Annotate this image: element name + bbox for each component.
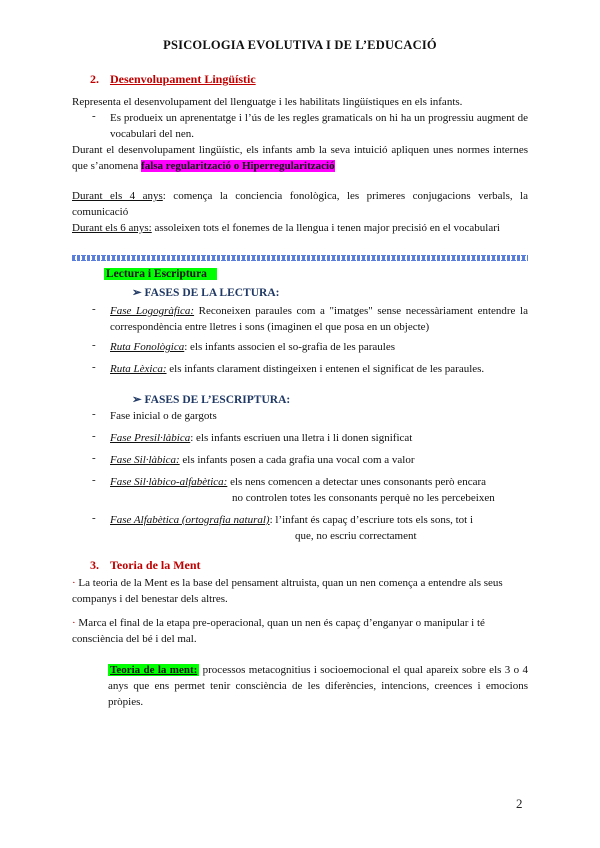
section-2-intro: Representa el desenvolupament del llenguatge i les habilitats lingüístiques en els infants.	[72, 96, 463, 108]
lectura-heading: Lectura i Escriptura	[104, 268, 217, 280]
dash-bullet: -	[92, 512, 96, 524]
writing-phase-item: Fase inicial o de gargots	[110, 410, 217, 422]
age-6-paragraph	[72, 220, 528, 236]
page-number: 2	[516, 796, 523, 811]
section-2-heading	[90, 72, 256, 87]
red-dot-icon: ·	[72, 577, 76, 589]
writing-phase-item: Fase Presil·làbica: els infants escriuen una lletra i li donen significat	[110, 432, 413, 444]
reading-phase-item: Fase Logogràfica: Reconeixen paraules com a "imatges" sense necessàriament entendre la correspondència entre lletres i sons (imaginen el que posa en un objecte)	[110, 305, 528, 333]
paragraph-prefix: Durant el desenvolupament lingüístic, els infants amb la seva intuició apliquen unes normes internes que s’anomena	[72, 144, 528, 172]
reading-phase-item: Ruta Lèxica: els infants clarament distingeixen i entenen el significat de les paraules.	[110, 363, 485, 375]
writing-phase-item: Fase Sil·làbico-alfabètica: els nens comencen a detectar unes consonants però encara	[110, 476, 487, 488]
reading-phases-title: ➢ FASES DE LA LECTURA:	[132, 287, 280, 299]
age-4-label: Durant els 4 anys	[72, 190, 163, 202]
dash-bullet: -	[92, 452, 96, 464]
arrow-icon: ➢	[132, 287, 142, 299]
definition-text: processos metacognitius i socioemocional el qual apareix sobre els 3 o 4 anys que ens permet tenir consciència de les diferències, intencions, creences i emocions pròpies.	[108, 664, 528, 708]
dash-bullet: -	[92, 110, 96, 122]
definition-label: Teoria de la ment:	[110, 664, 198, 676]
theory-point-1: · La teoria de la Ment es la base del pensament altruista, quan un nen comença a entendre als seus companys i del benestar dels altres.	[72, 577, 503, 605]
age-6-text: assoleixen tots el fonemes de la llengua i tenen major precisió en el vocabulari	[151, 222, 500, 234]
dash-bullet: -	[92, 474, 96, 486]
dash-bullet: -	[92, 339, 96, 351]
section-3-heading	[90, 558, 201, 573]
writing-phase-item: Fase Sil·làbica: els infants posen a cada grafia una vocal com a valor	[110, 454, 415, 466]
section-3-number: 3.	[90, 558, 99, 572]
dash-bullet: -	[92, 408, 96, 420]
highlighted-term: falsa regularització o Hiperregularització	[141, 160, 335, 172]
page-title: PSICOLOGIA EVOLUTIVA I DE L’EDUCACIÓ	[163, 38, 437, 52]
writing-phase-continuation: no controlen totes les consonants perquè no les percebeixen	[232, 492, 495, 504]
age-4-paragraph	[72, 188, 528, 220]
age-4-text: : comença la conciencia fonològica, les primeres conjugacions verbals, la comunicació	[72, 190, 528, 218]
dash-bullet: -	[92, 303, 96, 315]
dash-bullet: -	[92, 430, 96, 442]
dash-bullet: -	[92, 361, 96, 373]
section-2-bullet: Es produeix un aprenentatge i l’ús de les regles gramaticals on hi ha un progressiu augment de vocabulari del nen.	[110, 112, 528, 140]
age-6-label: Durant els 6 anys:	[72, 222, 152, 234]
writing-phase-item: Fase Alfabètica (ortografia natural): l’infant és capaç d’escriure tots els sons, tot i	[110, 514, 474, 526]
section-3-title: Teoria de la Ment	[110, 558, 201, 572]
writing-phases-title: ➢ FASES DE L’ESCRIPTURA:	[132, 394, 291, 406]
decorative-divider	[72, 255, 528, 261]
writing-phase-continuation: que, no escriu correctament	[295, 530, 417, 542]
section-2-title: Desenvolupament Lingüístic	[110, 72, 256, 86]
section-2-paragraph	[72, 142, 528, 174]
reading-phase-item: Ruta Fonològica: els infants associen el so-grafia de les paraules	[110, 341, 396, 353]
theory-point-2: · Marca el final de la etapa pre-operacional, quan un nen és capaç d’enganyar o manipular i té consciència del bé i del mal.	[72, 617, 485, 645]
section-2-number: 2.	[90, 72, 99, 86]
red-dot-icon: ·	[72, 617, 76, 629]
arrow-icon: ➢	[132, 394, 142, 406]
theory-definition	[108, 662, 528, 710]
